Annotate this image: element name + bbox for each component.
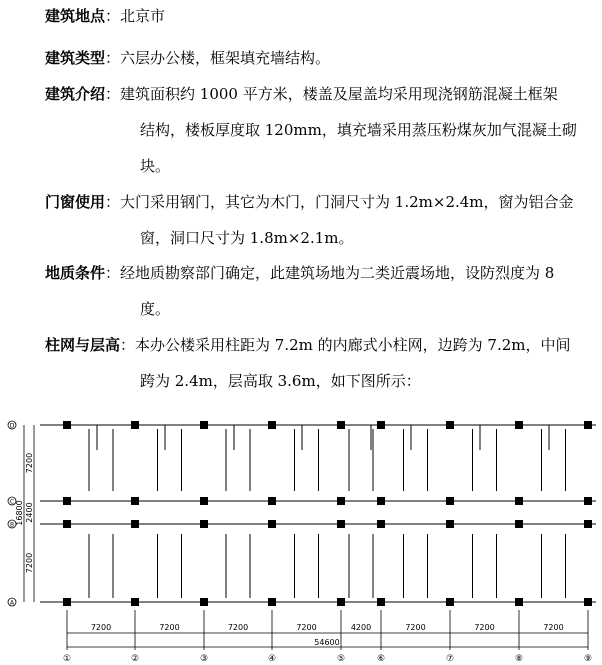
- bay-dimension-label: 7200: [227, 623, 249, 632]
- column-marker: [63, 497, 71, 505]
- column-marker: [515, 421, 523, 429]
- span-dimension-label: 7200: [25, 452, 34, 474]
- column-marker: [515, 598, 523, 606]
- column-marker: [200, 598, 208, 606]
- bay-dimension-label: 7200: [296, 623, 317, 632]
- section-colon: ：: [105, 85, 121, 103]
- column-marker: [63, 421, 71, 429]
- column-marker: [377, 520, 385, 528]
- section-3: [45, 86, 595, 102]
- axis-number-label: ⑤: [336, 654, 346, 664]
- section-continuation: 结构，楼板厚度取 120mm，填充墙采用蒸压粉煤灰加气混凝土砌: [140, 121, 577, 139]
- bay-dimension-label: 7200: [474, 623, 495, 632]
- section-1: [45, 8, 595, 24]
- column-marker: [63, 598, 71, 606]
- axis-number-label: ⑥: [376, 654, 386, 664]
- section-colon: ：: [105, 7, 121, 25]
- column-marker: [337, 598, 345, 606]
- section-continuation: 度。: [140, 300, 171, 318]
- column-marker: [200, 421, 208, 429]
- section-label: 地质条件: [45, 264, 106, 282]
- bay-dimension-label: 7200: [159, 623, 180, 632]
- axis-letter-label: C: [9, 498, 15, 506]
- section-label: 建筑地点: [45, 7, 106, 25]
- section-6: [45, 337, 595, 353]
- column-marker: [337, 520, 345, 528]
- column-marker: [268, 497, 276, 505]
- axis-number-label: ③: [199, 654, 209, 664]
- column-marker: [515, 520, 523, 528]
- section-label: 建筑类型: [45, 49, 106, 67]
- section-text: 六层办公楼，框架填充墙结构。: [120, 49, 331, 67]
- span-dimension-label: 2400: [25, 502, 34, 523]
- column-marker: [200, 520, 208, 528]
- axis-number-label: ⑨: [583, 654, 593, 664]
- column-marker: [131, 598, 139, 606]
- section-text: 经地质勘察部门确定，此建筑场地为二类近震场地，设防烈度为 8: [120, 264, 555, 282]
- axis-number-label: ①: [62, 654, 72, 664]
- section-4: [45, 194, 595, 210]
- section-text: 本办公楼采用柱距为 7.2m 的内廊式小柱网，边跨为 7.2m，中间: [135, 336, 571, 354]
- column-marker: [131, 520, 139, 528]
- column-marker: [515, 497, 523, 505]
- column-marker: [446, 598, 454, 606]
- section-continuation: 窗，洞口尺寸为 1.8m×2.1m。: [140, 229, 354, 247]
- column-marker: [584, 497, 592, 505]
- column-marker: [268, 520, 276, 528]
- section-colon: ：: [120, 336, 136, 354]
- axis-number-label: ②: [130, 654, 140, 664]
- section-colon: ：: [105, 49, 121, 67]
- column-marker: [131, 497, 139, 505]
- column-marker: [337, 421, 345, 429]
- bay-dimension-label: 7200: [405, 623, 426, 632]
- axis-number-label: ⑧: [514, 654, 524, 664]
- section-label: 建筑介绍: [45, 85, 106, 103]
- section-text: 北京市: [120, 7, 166, 25]
- axis-number-label: ⑦: [445, 654, 455, 664]
- column-marker: [584, 520, 592, 528]
- span-dimension-label: 7200: [25, 552, 34, 574]
- section-colon: ：: [105, 193, 121, 211]
- bay-dimension-label: 7200: [90, 623, 112, 632]
- bay-dimension-label: 4200: [350, 623, 372, 632]
- axis-letter-label: B: [9, 521, 15, 529]
- section-text: 建筑面积约 1000 平方米，楼盖及屋盖均采用现浇钢筋混凝土框架: [120, 85, 558, 103]
- axis-number-label: ④: [267, 654, 277, 664]
- column-marker: [377, 421, 385, 429]
- section-label: 门窗使用: [45, 193, 106, 211]
- section-colon: ：: [105, 264, 121, 282]
- column-marker: [268, 421, 276, 429]
- column-marker: [131, 421, 139, 429]
- column-marker: [200, 497, 208, 505]
- section-5: [45, 265, 595, 281]
- axis-letter-label: D: [9, 422, 15, 430]
- column-marker: [377, 598, 385, 606]
- section-continuation: 块。: [140, 157, 171, 175]
- section-label: 柱网与层高: [45, 336, 121, 354]
- section-text: 大门采用钢门，其它为木门，门洞尺寸为 1.2m×2.4m，窗为铝合金: [120, 193, 574, 211]
- column-marker: [584, 598, 592, 606]
- section-2: [45, 50, 595, 66]
- column-marker: [446, 497, 454, 505]
- bay-dimension-label: 7200: [543, 623, 564, 632]
- axis-letter-label: A: [9, 599, 15, 607]
- column-marker: [584, 421, 592, 429]
- total-span-label: 16800: [15, 500, 24, 526]
- column-marker: [377, 497, 385, 505]
- column-marker: [446, 520, 454, 528]
- column-marker: [337, 497, 345, 505]
- total-dimension-label: 54600: [314, 638, 340, 647]
- column-grid-floor-plan: [0, 395, 602, 665]
- column-marker: [268, 598, 276, 606]
- section-continuation: 跨为 2.4m，层高取 3.6m，如下图所示：: [140, 372, 421, 390]
- column-marker: [446, 421, 454, 429]
- column-marker: [63, 520, 71, 528]
